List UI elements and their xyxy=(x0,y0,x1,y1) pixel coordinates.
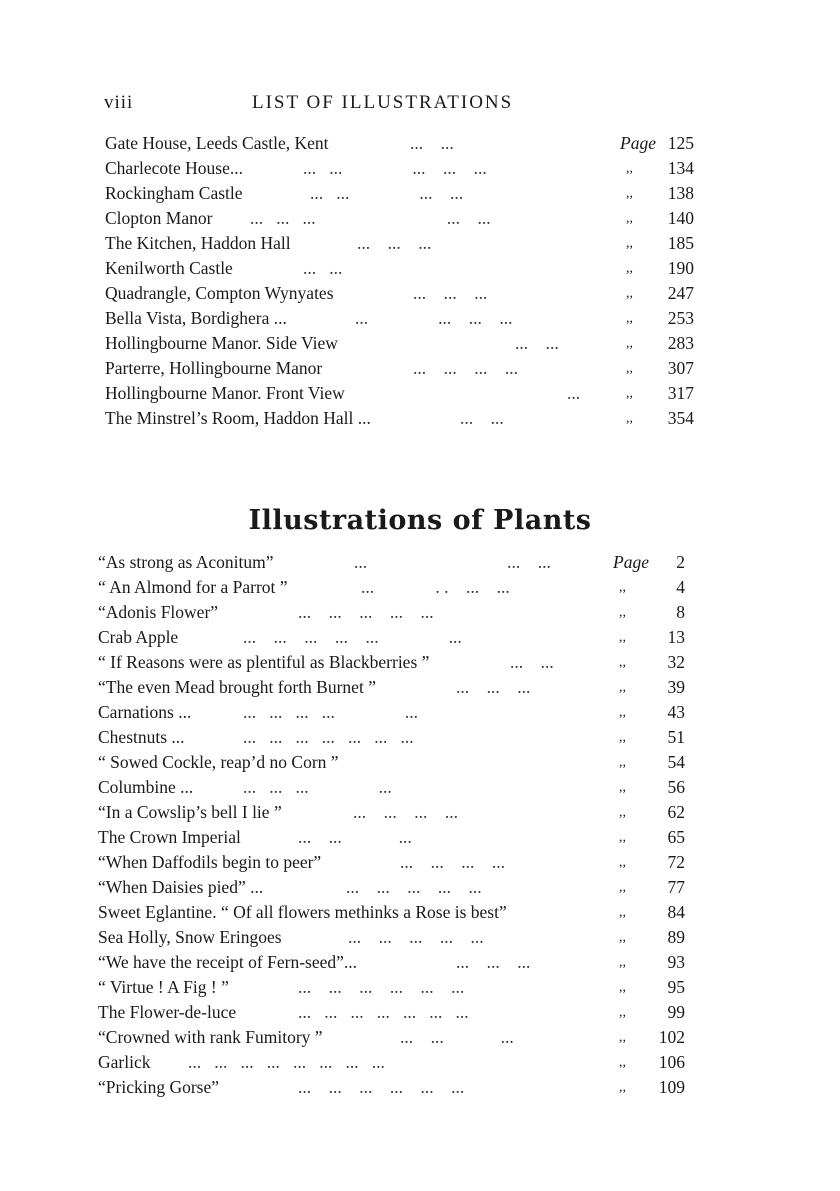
list-item xyxy=(105,158,695,183)
entry-title: The Kitchen, Haddon Hall xyxy=(105,233,291,253)
page-number: 354 xyxy=(667,408,694,428)
entry-title: “When Daffodils begin to peer” xyxy=(98,852,322,872)
section-heading: Illustrations of Plants xyxy=(248,505,592,536)
page-number: 95 xyxy=(667,977,685,997)
list-item xyxy=(98,802,688,827)
entry-title: “ Virtue ! A Fig ! ” xyxy=(98,977,229,997)
page-number: 253 xyxy=(667,308,694,328)
ditto-mark: ,, xyxy=(626,261,633,276)
entry-title: “We have the receipt of Fern-seed”... xyxy=(98,952,358,972)
entry-title: Rockingham Castle xyxy=(105,183,243,203)
page-number: 307 xyxy=(667,358,694,378)
entry-title: Hollingbourne Manor. Front View xyxy=(105,383,345,403)
entry-title: Gate House, Leeds Castle, Kent xyxy=(105,133,329,153)
list-item xyxy=(98,652,688,677)
ditto-mark: ,, xyxy=(619,980,626,995)
page-number: 43 xyxy=(667,702,685,722)
ditto-mark: ,, xyxy=(626,361,633,376)
leader-dots: ... ... ... ... ... ... ... xyxy=(243,727,414,747)
leader-dots: ... xyxy=(567,383,581,403)
entry-title: Quadrangle, Compton Wynyates xyxy=(105,283,334,303)
leader-dots: ... ... xyxy=(303,258,343,278)
page-number: 125 xyxy=(667,133,694,153)
entry-title: “The even Mead brought forth Burnet ” xyxy=(98,677,376,697)
leader-dots: ... ... ... ... ... xyxy=(243,702,418,722)
leader-dots: ... ... ... ... ... ... xyxy=(243,627,462,647)
leader-dots: ... ... ... xyxy=(456,677,531,697)
ditto-mark: ,, xyxy=(619,680,626,695)
entry-title: “Adonis Flower” xyxy=(98,602,219,622)
entry-title: Kenilworth Castle xyxy=(105,258,233,278)
leader-dots: ... ... ... ... xyxy=(243,777,392,797)
ditto-mark: ,, xyxy=(626,411,633,426)
leader-dots: ... ... ... ... ... ... xyxy=(298,977,465,997)
ditto-mark: ,, xyxy=(619,905,626,920)
page-number: 77 xyxy=(667,877,685,897)
page-label: Page xyxy=(620,133,656,153)
entry-title: “ An Almond for a Parrot ” xyxy=(98,577,288,597)
leader-dots: ... ... ... ... ... xyxy=(250,208,491,228)
running-title: LIST OF ILLUSTRATIONS xyxy=(252,92,514,113)
page-folio: viii xyxy=(104,92,134,113)
leader-dots: ... ... xyxy=(510,652,554,672)
ditto-mark: ,, xyxy=(626,286,633,301)
list-item xyxy=(98,927,688,952)
page-number: 8 xyxy=(676,602,685,622)
page-number: 140 xyxy=(667,208,694,228)
ditto-mark: ,, xyxy=(619,855,626,870)
page-number: 106 xyxy=(658,1052,685,1072)
leader-dots: ... ... ... ... ... xyxy=(303,158,487,178)
page-label: Page xyxy=(613,552,649,572)
page-number: 317 xyxy=(667,383,694,403)
ditto-mark: ,, xyxy=(619,805,626,820)
leader-dots: ... ... ... ... ... xyxy=(348,927,484,947)
list-item xyxy=(98,1052,688,1077)
list-item xyxy=(105,333,695,358)
entry-title: Garlick xyxy=(98,1052,151,1072)
ditto-mark: ,, xyxy=(619,605,626,620)
list-item xyxy=(105,283,695,308)
list-item xyxy=(98,752,688,777)
entry-title: “Pricking Gorse” xyxy=(98,1077,220,1097)
list-item xyxy=(98,1027,688,1052)
page-number: 4 xyxy=(676,577,685,597)
list-item xyxy=(105,183,695,208)
ditto-mark: ,, xyxy=(619,1030,626,1045)
leader-dots: ... ... ... ... xyxy=(355,308,513,328)
entry-title: Bella Vista, Bordighera ... xyxy=(105,308,287,328)
ditto-mark: ,, xyxy=(619,880,626,895)
page-number: 190 xyxy=(667,258,694,278)
page-number: 32 xyxy=(667,652,685,672)
leader-dots: ... ... ... ... ... xyxy=(346,877,482,897)
ditto-mark: ,, xyxy=(619,955,626,970)
list-item xyxy=(105,233,695,258)
entry-title: Clopton Manor xyxy=(105,208,213,228)
illustrations-list xyxy=(105,133,695,433)
page-number: 84 xyxy=(667,902,685,922)
leader-dots: ... ... xyxy=(410,133,454,153)
page-number: 39 xyxy=(667,677,685,697)
entry-title: “As strong as Aconitum” xyxy=(98,552,274,572)
list-item xyxy=(105,208,695,233)
ditto-mark: ,, xyxy=(619,1005,626,1020)
list-item xyxy=(98,552,688,577)
ditto-mark: ,, xyxy=(626,186,633,201)
entry-title: Crab Apple xyxy=(98,627,179,647)
list-item xyxy=(98,852,688,877)
leader-dots: ... ... ... ... xyxy=(400,852,505,872)
ditto-mark: ,, xyxy=(619,730,626,745)
leader-dots: ... ... ... ... xyxy=(310,183,464,203)
list-item xyxy=(98,1002,688,1027)
entry-title: “In a Cowslip’s bell I lie ” xyxy=(98,802,282,822)
entry-title: “ Sowed Cockle, reap’d no Corn ” xyxy=(98,752,339,772)
entry-title: Charlecote House... xyxy=(105,158,244,178)
page-header xyxy=(104,92,704,120)
leader-dots: ... ... ... xyxy=(354,552,551,572)
page-number: 138 xyxy=(667,183,694,203)
leader-dots: ... ... ... ... ... xyxy=(298,602,434,622)
leader-dots: ... ... xyxy=(515,333,559,353)
ditto-mark: ,, xyxy=(626,236,633,251)
ditto-mark: ,, xyxy=(619,1080,626,1095)
ditto-mark: ,, xyxy=(619,655,626,670)
page-number: 62 xyxy=(667,802,685,822)
list-item xyxy=(105,408,695,433)
list-item xyxy=(105,133,695,158)
page-number: 185 xyxy=(667,233,694,253)
ditto-mark: ,, xyxy=(619,630,626,645)
entry-title: “Crowned with rank Fumitory ” xyxy=(98,1027,323,1047)
entry-title: Columbine ... xyxy=(98,777,194,797)
page-number: 134 xyxy=(667,158,694,178)
leader-dots: ... ... ... xyxy=(456,952,531,972)
page-number: 54 xyxy=(667,752,685,772)
entry-title: Carnations ... xyxy=(98,702,192,722)
ditto-mark: ,, xyxy=(626,311,633,326)
list-item xyxy=(98,952,688,977)
list-item xyxy=(98,602,688,627)
leader-dots: ... ... ... xyxy=(357,233,432,253)
ditto-mark: ,, xyxy=(619,755,626,770)
leader-dots: ... ... ... xyxy=(298,827,412,847)
list-item xyxy=(98,577,688,602)
page-number: 56 xyxy=(667,777,685,797)
page-number: 72 xyxy=(667,852,685,872)
page-number: 51 xyxy=(667,727,685,747)
page-number: 65 xyxy=(667,827,685,847)
list-item xyxy=(98,902,688,927)
entry-title: “When Daisies pied” ... xyxy=(98,877,264,897)
ditto-mark: ,, xyxy=(626,386,633,401)
list-item xyxy=(98,1077,688,1102)
ditto-mark: ,, xyxy=(626,211,633,226)
entry-title: Sweet Eglantine. “ Of all flowers methinks a Rose is best” xyxy=(98,902,507,922)
list-item xyxy=(98,702,688,727)
ditto-mark: ,, xyxy=(619,830,626,845)
entry-title: The Flower-de-luce xyxy=(98,1002,237,1022)
ditto-mark: ,, xyxy=(619,780,626,795)
plants-illustrations-list xyxy=(98,552,688,1102)
entry-title: The Crown Imperial xyxy=(98,827,241,847)
entry-title: Sea Holly, Snow Eringoes xyxy=(98,927,282,947)
list-item xyxy=(98,777,688,802)
leader-dots: ... ... ... xyxy=(413,283,488,303)
list-item xyxy=(105,258,695,283)
ditto-mark: ,, xyxy=(619,930,626,945)
leader-dots: ... ... ... ... ... ... ... xyxy=(298,1002,469,1022)
leader-dots: ... ... ... xyxy=(400,1027,514,1047)
list-item xyxy=(98,877,688,902)
ditto-mark: ,, xyxy=(619,705,626,720)
entry-title: Chestnuts ... xyxy=(98,727,185,747)
list-item xyxy=(105,308,695,333)
page-number: 102 xyxy=(658,1027,685,1047)
page-number: 93 xyxy=(667,952,685,972)
ditto-mark: ,, xyxy=(619,1055,626,1070)
leader-dots: ... . . ... ... xyxy=(361,577,510,597)
entry-title: The Minstrel’s Room, Haddon Hall ... xyxy=(105,408,371,428)
list-item xyxy=(105,383,695,408)
page-number: 109 xyxy=(658,1077,685,1097)
page-number: 13 xyxy=(667,627,685,647)
page-number: 99 xyxy=(667,1002,685,1022)
page-number: 89 xyxy=(667,927,685,947)
entry-title: Parterre, Hollingbourne Manor xyxy=(105,358,323,378)
entry-title: Hollingbourne Manor. Side View xyxy=(105,333,338,353)
list-item xyxy=(98,727,688,752)
list-item xyxy=(98,827,688,852)
leader-dots: ... ... ... ... xyxy=(353,802,458,822)
leader-dots: ... ... ... ... ... ... ... ... xyxy=(188,1052,385,1072)
list-item xyxy=(98,627,688,652)
list-item xyxy=(105,358,695,383)
leader-dots: ... ... ... ... xyxy=(413,358,518,378)
leader-dots: ... ... ... ... ... ... xyxy=(298,1077,465,1097)
leader-dots: ... ... xyxy=(460,408,504,428)
entry-title: “ If Reasons were as plentiful as Blackberries ” xyxy=(98,652,430,672)
page-number: 283 xyxy=(667,333,694,353)
list-item xyxy=(98,977,688,1002)
page-number: 2 xyxy=(676,552,685,572)
ditto-mark: ,, xyxy=(626,336,633,351)
ditto-mark: ,, xyxy=(626,161,633,176)
ditto-mark: ,, xyxy=(619,580,626,595)
page-number: 247 xyxy=(667,283,694,303)
list-item xyxy=(98,677,688,702)
